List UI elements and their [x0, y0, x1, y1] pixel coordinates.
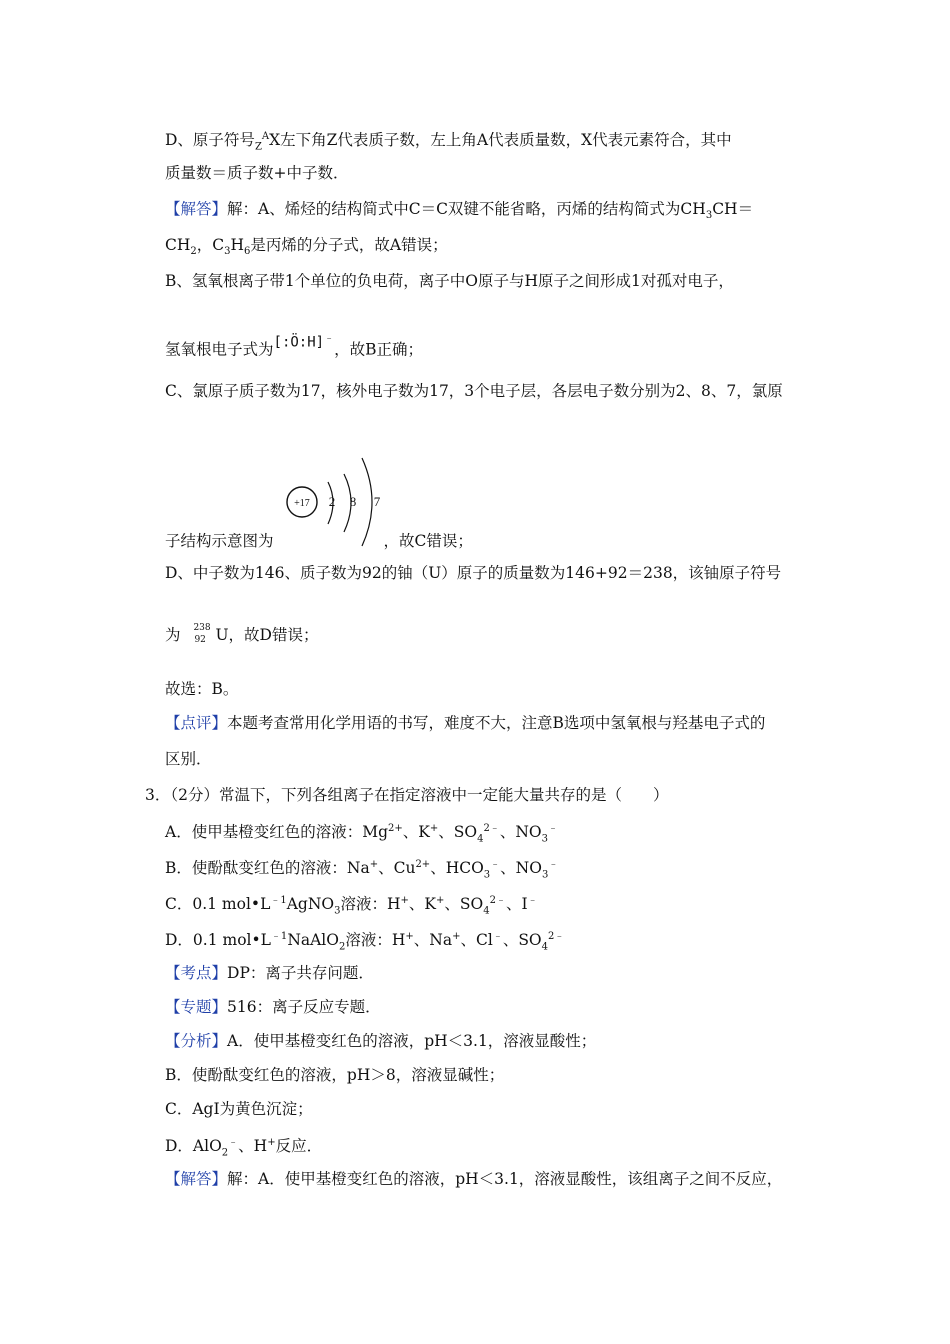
option-d: D．0.1 $mol•L^{﹣1}NaAlO_2$溶液：H+、Na+、Cl﹣、$SO_4^{2﹣}$	[165, 931, 565, 953]
shell-count-2: 8	[349, 494, 357, 509]
text-line: 【分析】A．使甲基橙变红色的溶液，pH＜3.1，溶液显酸性；	[165, 1032, 597, 1050]
text-line: B．使酚酞变红色的溶液，pH＞8，溶液显碱性；	[165, 1066, 505, 1084]
uranium-isotope-symbol: 238 92	[193, 623, 211, 645]
hydroxide-electron-formula: [:Ö:H]﹣	[273, 333, 335, 351]
text-line: 区别．	[165, 750, 212, 768]
text-line: D、原子符号$_Z^A$X左下角Z代表质子数，左上角A代表质量数，X代表元素符合，其中	[165, 131, 732, 153]
text-line: 【解答】解：A、烯烃的结构简式中C＝C双键不能省略，丙烯的结构简式为$CH_3CH=$	[165, 200, 754, 222]
text-line: 【考点】DP：离子共存问题．	[165, 964, 374, 982]
option-a: A．使甲基橙变红色的溶液：$Mg^{2+}$、K+、$SO_4^{2﹣}$、$NO_3^﹣$	[165, 823, 558, 845]
text-line: 质量数＝质子数+中子数．	[165, 164, 349, 182]
option-c: C．0.1 $mol•L^{﹣1}AgNO_3$溶液：H+、K+、$SO_4^{2﹣}$、I﹣	[165, 895, 538, 917]
text-line: 【专题】516：离子反应专题．	[165, 998, 381, 1016]
answer-tag: 【解答】	[165, 200, 228, 218]
text-line: 【解答】解：A．使甲基橙变红色的溶液，pH＜3.1，溶液显酸性，该组离子之间不反应，	[165, 1170, 783, 1188]
topic-tag: 【考点】	[165, 964, 228, 982]
text-line: C、氯原子质子数为17，核外电子数为17，3个电子层，各层电子数分别为2、8、7，氯原	[165, 382, 783, 400]
question-3: 3．（2分）常温下，下列各组离子在指定溶液中一定能大量共存的是（ ）	[145, 786, 669, 804]
shell-count-1: 2	[328, 494, 336, 509]
text-line: D．AlO$_2$﹣、H+反应．	[165, 1137, 323, 1159]
subject-tag: 【专题】	[165, 998, 228, 1016]
text-line: 为 238 92 U，故D错误；	[165, 623, 319, 645]
text-line: 【点评】本题考查常用化学用语的书写，难度不大，注意B选项中氢氧根与羟基电子式的	[165, 714, 766, 732]
text-line: B、氢氧根离子带1个单位的负电荷，离子中O原子与H原子之间形成1对孤对电子，	[165, 272, 734, 290]
nucleus-charge: +17	[294, 498, 310, 509]
answer-tag: 【解答】	[165, 1170, 228, 1188]
text-line: D、中子数为146、质子数为92的铀（U）原子的质量数为146+92＝238，该铀原子符号	[165, 564, 782, 582]
comment-tag: 【点评】	[165, 714, 228, 732]
text-line: 故选：B。	[165, 680, 239, 698]
option-b: B．使酚酞变红色的溶液：Na+、$Cu^{2+}$、$HCO_3^﹣$、$NO_3^﹣$	[165, 859, 559, 881]
text-line: C．AgI为黄色沉淀；	[165, 1100, 313, 1118]
text-line: 氢氧根电子式为[:Ö:H]﹣，故B正确；	[165, 337, 423, 361]
text-line: $CH_2$，$C_3H_6$是丙烯的分子式，故A错误；	[165, 236, 448, 258]
shell-count-3: 7	[373, 494, 381, 509]
text-line: 子结构示意图为 ，故C错误；	[165, 532, 473, 550]
analysis-tag: 【分析】	[165, 1032, 228, 1050]
